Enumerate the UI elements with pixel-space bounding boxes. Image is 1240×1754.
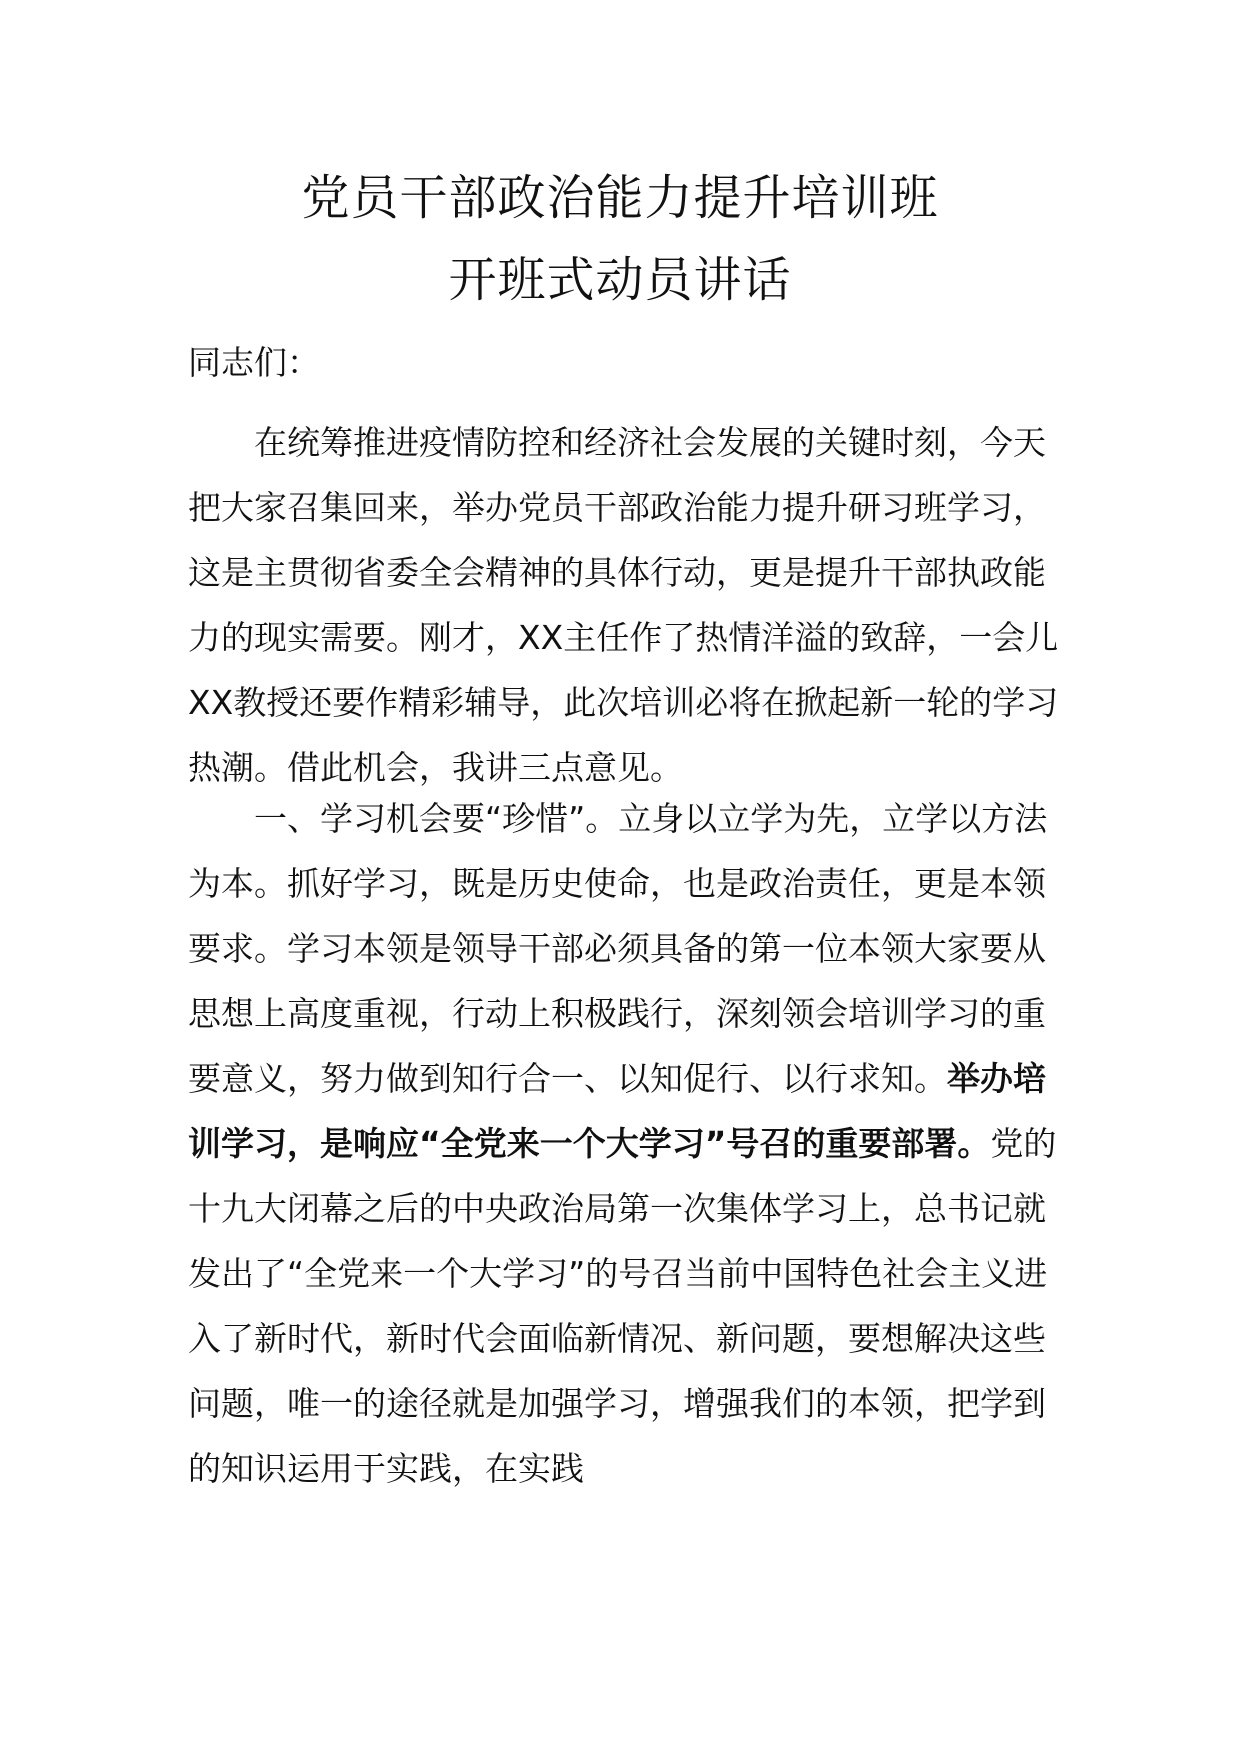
- paragraph-2-text-b: 党的十九大闭幕之后的中央政治局第一次集体学习上，总书记就发出了“全党来一个大学习”的号召当前中国特色社会主义进入了新时代，新时代会面临新情况、新问题，要想解决这些问题，唯一的途径就是加强学习，增强我们的本领，把学到的知识运用于实践，在实践: [188, 1124, 1057, 1488]
- salutation: 同志们：: [188, 343, 320, 382]
- document-title-line2: 开班式动员讲话: [448, 252, 792, 308]
- paragraph-2-bold-text: 举办培训学习，是响应“全党来一个大学习”号召的重要部署。: [188, 1059, 1046, 1163]
- paragraph-1: 在统筹推进疫情防控和经济社会发展的关键时刻，今天把大家召集回来，举办党员干部政治能力提升研习班学习，这是主贯彻省委全会精神的具体行动，更是提升干部执政能力的现实需要。刚才，XX主任作了热情洋溢的致辞，一会儿XX教授还要作精彩辅导，此次培训必将在掀起新一轮的学习热潮。借此机会，我讲三点意见。: [188, 423, 1059, 787]
- document-title-line1: 党员干部政治能力提升培训班: [301, 170, 939, 226]
- paragraph-2: [188, 786, 1068, 1501]
- paragraph-2-text-a: 一、学习机会要“珍惜”。立身以立学为先，立学以方法为本。抓好学习，既是历史使命，也是政治责任，更是本领要求。学习本领是领导干部必须具备的第一位本领大家要从思想上高度重视，行动上积极践行，深刻领会培训学习的重要意义，努力做到知行合一、以知促行、以行求知。: [188, 799, 1048, 1098]
